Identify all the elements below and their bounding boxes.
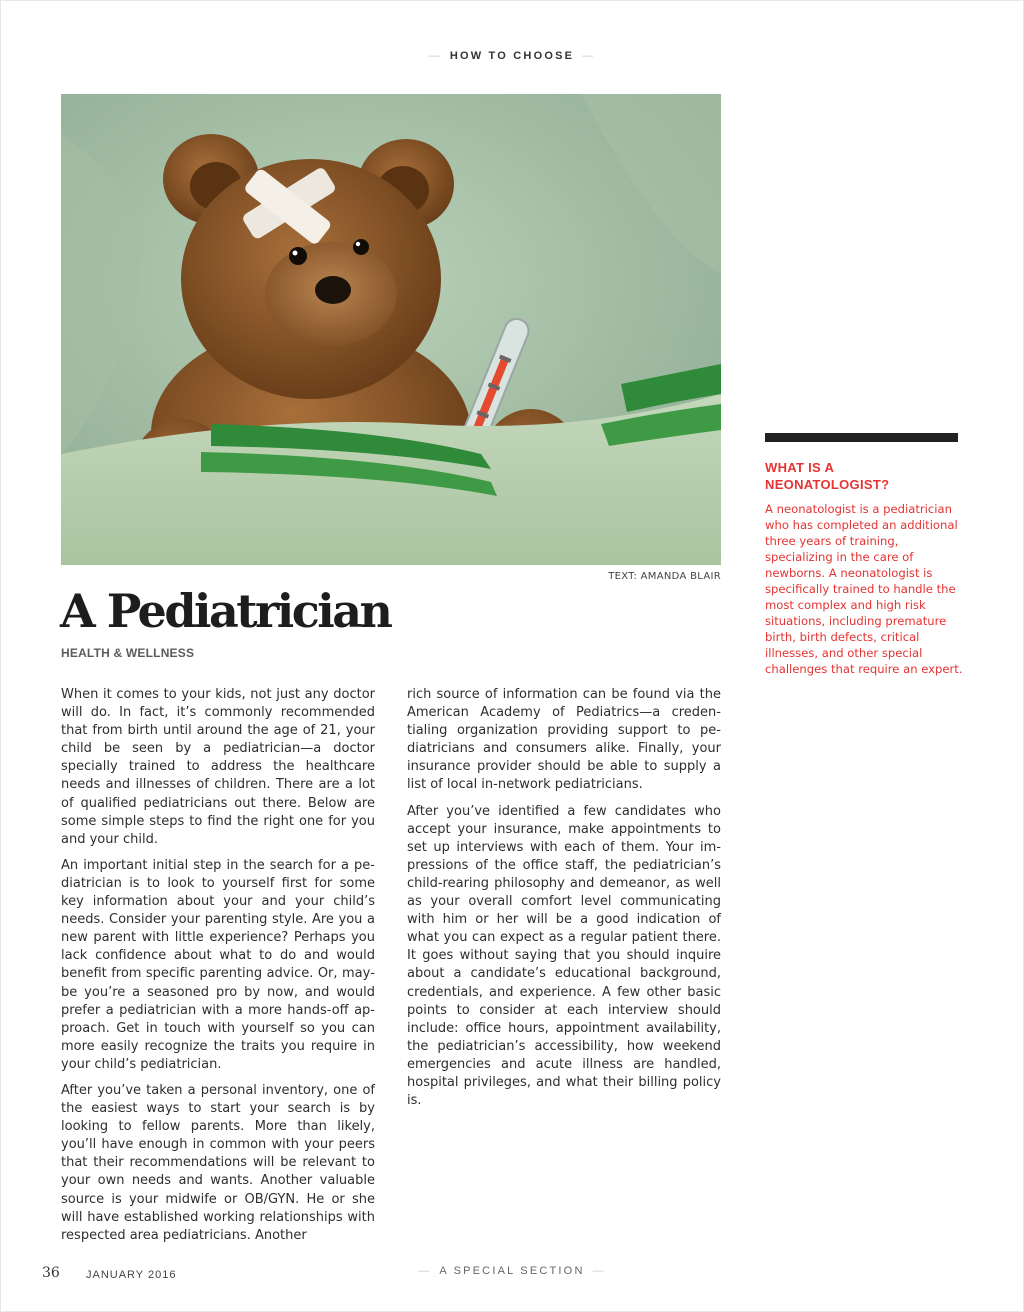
section-label: HOW TO CHOOSE <box>449 50 575 62</box>
article-column-1 <box>61 686 375 1253</box>
footer-section <box>0 1265 1024 1277</box>
footer-dash-right: — <box>592 1265 606 1277</box>
header-dash-right: — <box>582 50 596 62</box>
sidebar-body: A neonatologist is a pediatrician who has completed an additional three years of training, specializing in the care of newborns. A neonatologist is specifically trained to handle the most complex and high risk situations, including premature birth, birth defects, critical illnesses, and other special challenges that require an expert. <box>765 502 963 676</box>
article-column-2 <box>407 686 721 1118</box>
paragraph: After you’ve taken a personal inventory, one of the easiest ways to start your search is by looking to fellow parents. More than likely, you’ll have enough in common with your peers that their recommendations will be relevant to your own needs and wants. Another valuable source is your midwife or OB/GYN. He or she will have established working relationships with respected area pediatricians. Another <box>61 1082 375 1243</box>
paragraph: rich source of information can be found via the American Academy of Pediatrics—a credentialing organization providing support to pediatricians and consumers alike. Finally, your insurance provider should be able to supply a list of local in-network pediatricians. <box>407 687 721 793</box>
page-number: 36 <box>42 1265 60 1281</box>
paragraph: When it comes to your kids, not just any doctor will do. In fact, it’s commonly recommended that from birth until around the age of 21, your child be seen by a pediatrician—a doctor specially trained to address the healthcare needs and illnesses of children. There are a lot of qualified pediatricians out there. Below are some simple steps to find the right one for you and your child. <box>61 687 375 847</box>
paragraph: An important initial step in the search for a pediatrician is to look to yourself first for some key information about your and your child’s needs. Consider your parenting style. Are you a new parent with little experience? Perhaps you lack confidence about what to do and would benefit from specific parenting advice. Or, maybe you’re a seasoned pro by now, and would prefer a pediatrician with a more hands-off approach. Get in touch with yourself so you can more easily recognize the traits you require in your child’s pediatrician. <box>61 857 375 1072</box>
header-dash-left: — <box>428 50 442 62</box>
sidebar-divider-bar <box>765 433 958 442</box>
section-header <box>0 50 1024 62</box>
sidebar-title: WHAT IS A NEONATOLOGIST? <box>765 460 890 492</box>
photo-credit: TEXT: AMANDA BLAIR <box>608 571 721 582</box>
article-category: HEALTH & WELLNESS <box>61 646 195 660</box>
footer-dash-left: — <box>418 1265 432 1277</box>
footer-section-label: A SPECIAL SECTION <box>439 1265 585 1277</box>
paragraph: After you’ve identified a few candidates who accept your insurance, make appointments to set up interviews with each of them. Your impressions of the office staff, the pediatrician’s child-rearing philosophy and demeanor, as well as your overall comfort level communicating with him or her will be a good indication of what you can expect as a regular patient there. It goes without saying that you should inquire about a candidate’s educational background, credentials, and experience. A few other basic points to consider at each interview should include: office hours, appointment availability, the pediatrician’s accessibility, how weekend emergencies and acute illness are handled, hospital privileges, and what their billing policy is. <box>407 803 721 1109</box>
hero-image-teddy-bear <box>61 94 721 565</box>
article-title: A Pediatrician <box>60 584 391 638</box>
issue-date: JANUARY 2016 <box>86 1269 177 1281</box>
